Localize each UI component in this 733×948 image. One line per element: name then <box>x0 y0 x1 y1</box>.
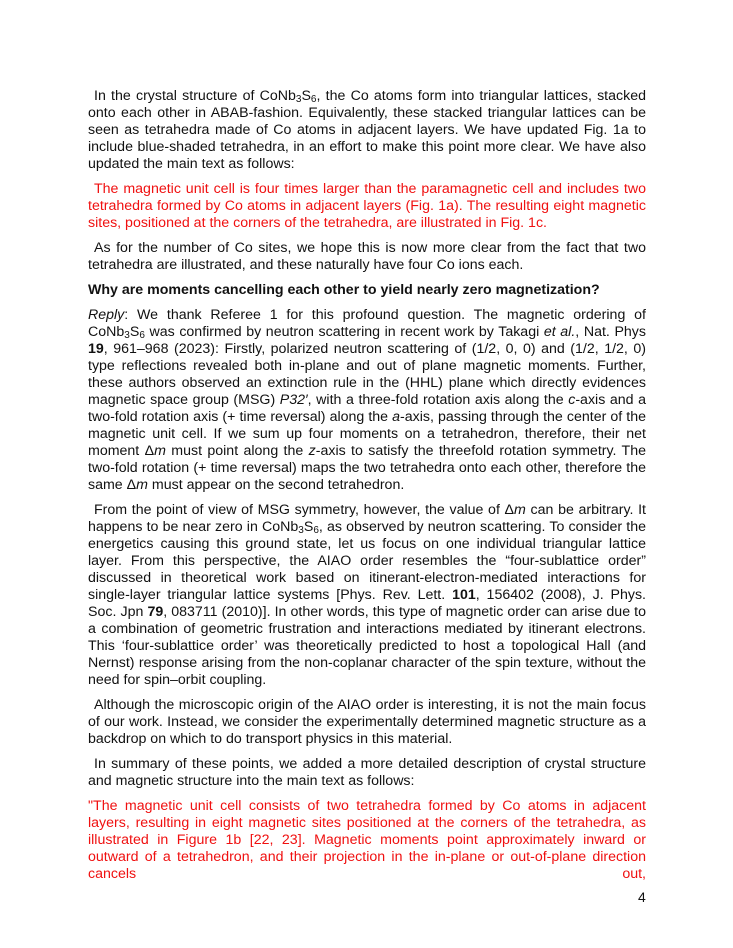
text-run: , 961–968 (2023): Firstly, polarized neutron scattering of (1/2, 0, 0) and (1/2, 1/2, 0) type reflections revealed both in-plane and out of plane magnetic moments. Further, these authors observed an extinction rule in the (HHL) plane which directly evidences magnetic space group (MSG) <box>88 341 646 408</box>
text-run: , as observed by neutron scattering. To consider the energetics causing this ground state, let us focus on one individual triangular lattice layer. From this perspective, the AIAO order resembles the “four-sublattice order” discussed in theoretical work based on itinerant-electron-mediated interactions for single-layer triangular lattice systems [Phys. Rev. Lett. <box>88 519 647 603</box>
text-run: The magnetic unit cell is four times larger than the paramagnetic cell and includes two tetrahedra formed by Co atoms in adjacent layers (Fig. 1a). The resulting eight magnetic sites, positioned at the corners of the tetrahedra, are illustrated in Fig. 1c. <box>88 181 646 231</box>
document-page <box>88 88 646 891</box>
text-run: P32′ <box>279 392 308 408</box>
text-run: 6 <box>313 525 319 536</box>
text-run: , the Co atoms form into triangular lattices, stacked onto each other in ABAB-fashion. Equivalently, these stacked triangular lattices can be seen as tetrahedra made of Co atoms in adjacent layers. We have updated Fig. 1a to include blue-shaded tetrahedra, in an effort to make this point more clear. We have also updated the main text as follows: <box>88 88 646 172</box>
text-run: m <box>154 443 166 459</box>
text-run: -axis to satisfy the threefold rotation symmetry. The two-fold rotation (+ time reversal) maps the two tetrahedra onto each other, therefore the same Δ <box>88 443 647 493</box>
text-run: must point along the <box>165 443 309 459</box>
section-heading <box>88 282 646 299</box>
text-run: 79 <box>147 604 164 620</box>
text-run: 3 <box>295 94 302 105</box>
text-run: From the point of view of MSG symmetry, however, the value of Δ <box>94 502 515 518</box>
text-run: Why are moments cancelling each other to yield nearly zero magnetization? <box>88 282 600 298</box>
text-run: S <box>129 324 140 340</box>
text-run: must appear on the second tetrahedron. <box>147 477 405 493</box>
text-run: was confirmed by neutron scattering in recent work by Takagi <box>144 324 544 340</box>
text-run: 101 <box>452 587 476 603</box>
paragraph <box>88 697 646 748</box>
text-run: As for the number of Co sites, we hope this is now more clear from the fact that two tetrahedra are illustrated, and these naturally have four Co ions each. <box>88 240 646 273</box>
text-run: 3 <box>124 330 130 341</box>
text-run: Reply <box>88 307 125 323</box>
text-run: a <box>392 409 401 425</box>
text-run: , Nat. Phys <box>575 324 646 340</box>
text-run: , 083711 (2010)]. In other words, this type of magnetic order can arise due to a combination of geometric frustration and interactions mediated by itinerant electrons. This ‘four-sublattice order’ was theoretically predicted to host a topological Hall (and Nernst) response arising from the non-coplanar character of the spin texture, without the need for spin–orbit coupling. <box>88 604 646 688</box>
paragraph <box>88 88 646 173</box>
revised-text-quote <box>88 798 646 883</box>
text-run: -axis and a two-fold rotation axis (+ time reversal) along the <box>88 392 646 425</box>
text-run: 3 <box>298 525 304 536</box>
text-run: m <box>136 477 148 493</box>
text-run: In summary of these points, we added a more detailed description of crystal structure and magnetic structure into the main text as follows: <box>88 756 646 789</box>
paragraph <box>88 240 646 274</box>
text-run: -axis, passing through the center of the magnetic unit cell. If we sum up four moments on a tetrahedron, therefore, their net moment Δ <box>88 409 646 459</box>
paragraph <box>88 502 646 689</box>
paragraph <box>88 756 646 790</box>
paragraph <box>88 307 646 494</box>
page-number: 4 <box>638 889 646 905</box>
text-run: z <box>308 443 316 459</box>
text-run: "The magnetic unit cell consists of two tetrahedra formed by Co atoms in adjacent layers, resulting in eight magnetic sites positioned at the corners of the tetrahedra, as illustrated in Figure 1b [22, 23]. Magnetic moments point approximately inward or outward of a tetrahedron, and their projection in the in-plane or out-of-plane direction cancels out, <box>88 798 646 882</box>
text-run: 6 <box>139 330 145 341</box>
text-run: can be arbitrary. It happens to be near zero in CoNb <box>88 502 646 535</box>
text-run: In the crystal structure of CoNb <box>94 88 296 104</box>
text-run: : We thank Referee 1 for this profound question. The magnetic ordering of CoNb <box>88 307 646 340</box>
text-run: et al. <box>543 324 576 340</box>
text-run: , 156402 (2008), J. Phys. Soc. Jpn <box>88 587 646 620</box>
text-run: S <box>301 88 311 104</box>
text-run: , with a three-fold rotation axis along the <box>307 392 569 408</box>
text-run: 6 <box>310 94 317 105</box>
text-run: c <box>568 392 576 408</box>
text-run: S <box>303 519 314 535</box>
revised-text-quote <box>88 181 646 232</box>
text-run: 19 <box>88 341 104 357</box>
text-run: Although the microscopic origin of the AIAO order is interesting, it is not the main focus of our work. Instead, we consider the experimentally determined magnetic structure as a backdrop on which to do transport physics in this material. <box>88 697 646 747</box>
text-run: m <box>514 502 526 518</box>
